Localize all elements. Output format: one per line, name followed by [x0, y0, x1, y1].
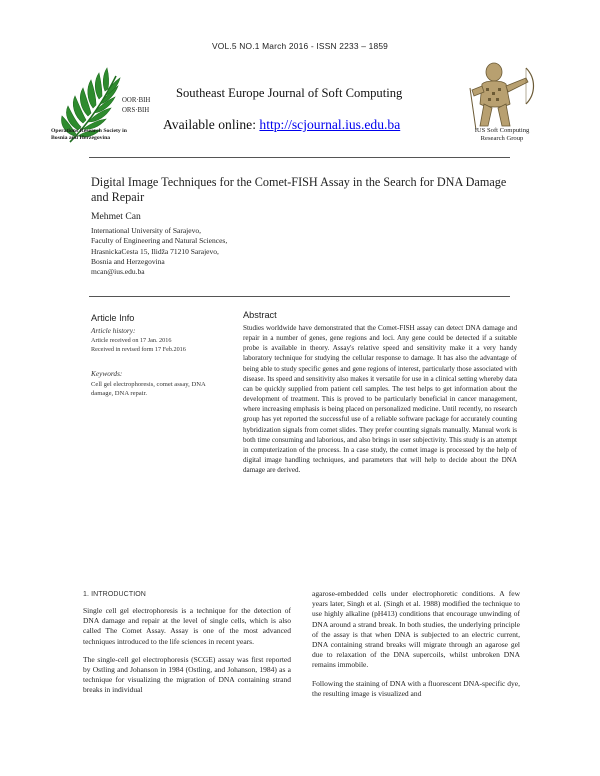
abstract-heading: Abstract	[243, 310, 277, 320]
keywords-list: Cell gel electrophoresis, comet assay, DNA damage, DNA repair.	[91, 381, 206, 397]
article-history-label: Article history:	[91, 326, 136, 335]
logo-left-caption-line-1: Operations Research Society in	[51, 128, 127, 134]
journal-name: Southeast Europe Journal of Soft Computing	[176, 86, 403, 100]
abstract-text: Studies worldwide have demonstrated that the Comet-FISH assay can detect DNA damage and repair in a number of genes, gene regions and loci. Any gene could be detected if a suitable probe is available in theory. Assay's relative speed and sensitivity make it a very handy laboratory technique for studying the cellular response to damage. It has also the advantage of being able to study specific genes and gene regions of interest, particularly those associated with disease. Its speed and sensitivity also makes it versatile for use in a clinical setting whereby data can be quickly supplied from patient cell samples. The test helps to get information about the development of treatment. This is proved to be particularly beneficial in cancer management, where increasing emphasis is being placed on personalized medicine. Until recently, no research group has yet reported the successful use of a reliable software package for accurately counting hybridization signals from comet slides. They prefer counting signals manually. Manual work is both time consuming and laborious, and also brings in user subjectivity. This study is an attempt in computerization of the process. In a case study, the comet image is processed by the help of digital image handling techniques, and parameters that will help to decide about the DNA damage are derived.	[243, 324, 518, 475]
body-column-right	[312, 589, 520, 707]
logo-left-caption	[51, 128, 163, 142]
paragraph: Following the staining of DNA with a fluorescent DNA-specific dye, the resulting image is visualized and	[312, 678, 520, 698]
archer-figure-icon	[470, 63, 534, 130]
logo-right-caption-line-2: Research Group	[480, 134, 524, 142]
logo-left-mark-2: ORS·BIH	[122, 107, 150, 114]
journal-url-link[interactable]: http://scjournal.ius.edu.ba	[259, 117, 401, 132]
paragraph: Single cell gel electrophoresis is a technique for the detection of DNA damage and repair at the level of single cells, which is also called The Comet Assay. Assay is one of the most advanced techniques introduced to the life sciences in recent years.	[83, 606, 291, 646]
author-affiliation	[91, 226, 227, 277]
volume-issue-line: VOL.5 NO.1 March 2016 - ISSN 2233 – 1859	[211, 41, 389, 51]
author-email: mcan@ius.edu.ba	[91, 267, 145, 277]
soft-computing-logo	[464, 60, 540, 132]
logo-left-mark-1: OOR·BIH	[122, 97, 151, 104]
header-divider	[89, 157, 510, 158]
body-column-left	[83, 606, 291, 704]
paper-title: Digital Image Techniques for the Comet-FISH Assay in the Search for DNA Damage and Repair	[91, 175, 507, 204]
title-divider	[89, 296, 510, 297]
affiliation-line: HrasnickaCesta 15, Ilidža 71210 Sarajevo,	[91, 246, 219, 256]
affiliation-line: International University of Sarajevo,	[91, 226, 201, 235]
available-online	[163, 117, 400, 133]
available-label: Available online:	[163, 117, 256, 132]
keywords-label: Keywords:	[91, 369, 123, 378]
paragraph: agarose-embedded cells under electrophoretic conditions. A few years later, Singh et al. (Singh et al. 1988) modified the technique to use highly alkaline (pH413) conditions that encourage unwinding of DNA around a strand break. In both studies, the underlying principle of the assay is that when DNA is subjected to an electric current, DNA containing strand breaks will migrate through an agarose gel due to relaxation of the DNA supercoils, whilst unbroken DNA remains immobile.	[312, 589, 520, 670]
affiliation-line: Bosnia and Herzegovina	[91, 256, 165, 266]
logo-left-caption-line-2: Bosnia and Herzegovina	[51, 135, 111, 141]
affiliation-line: Faculty of Engineering and Natural Sciences,	[91, 236, 228, 246]
logo-right-caption	[456, 127, 548, 142]
revised-date: Received in revised form 17 Feb.2016	[91, 346, 186, 353]
logo-right-caption-line-1: IUS Soft Computing	[474, 127, 530, 134]
paragraph: The single-cell gel electrophoresis (SCGE) assay was first reported by Ostling and Johanson in 1984 (Ostling, and Johanson, 1984) as a technique for visualizing the migration of DNA containing strand breaks in individual	[83, 654, 291, 695]
author-name: Mehmet Can	[91, 211, 141, 222]
article-info-heading: Article Info	[91, 313, 135, 323]
introduction-heading: 1. INTRODUCTION	[83, 591, 146, 598]
received-date: Article received on 17 Jan. 2016	[91, 337, 172, 344]
